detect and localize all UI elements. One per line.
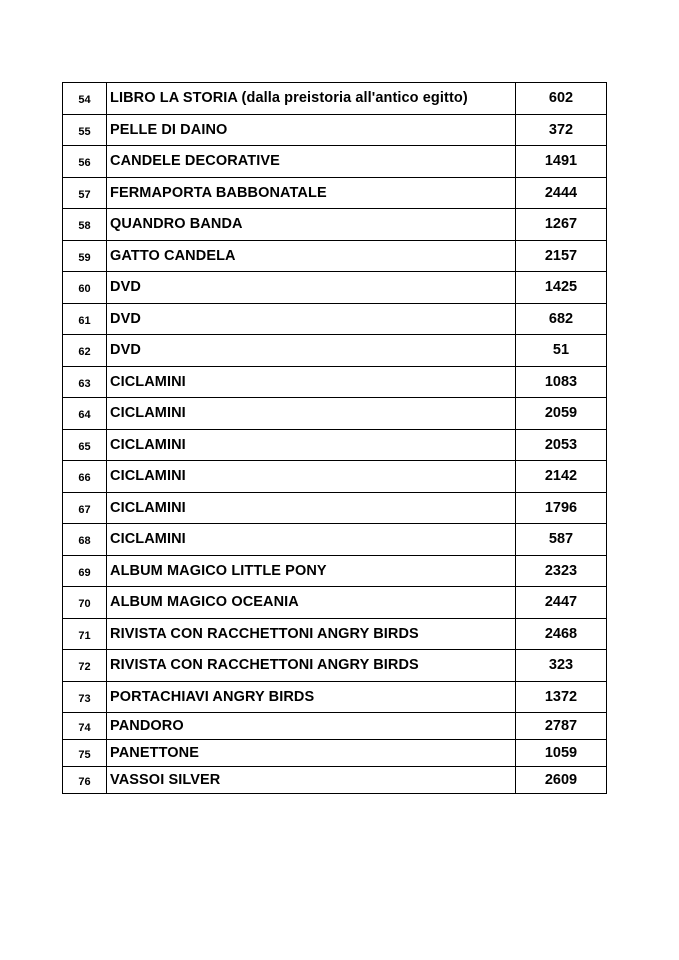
- item-description: PORTACHIAVI ANGRY BIRDS: [107, 681, 516, 713]
- row-number: 62: [63, 335, 107, 367]
- item-value: 587: [516, 524, 607, 556]
- row-number: 57: [63, 177, 107, 209]
- row-number: 70: [63, 587, 107, 619]
- table-row: [63, 366, 607, 398]
- item-description: CICLAMINI: [107, 524, 516, 556]
- item-description: DVD: [107, 335, 516, 367]
- item-description: RIVISTA CON RACCHETTONI ANGRY BIRDS: [107, 650, 516, 682]
- table-row: [63, 114, 607, 146]
- item-description: FERMAPORTA BABBONATALE: [107, 177, 516, 209]
- table-row: [63, 429, 607, 461]
- table-row: [63, 587, 607, 619]
- row-number: 58: [63, 209, 107, 241]
- item-value: 1796: [516, 492, 607, 524]
- row-number: 75: [63, 740, 107, 767]
- table-row: [63, 303, 607, 335]
- item-description: ALBUM MAGICO OCEANIA: [107, 587, 516, 619]
- item-value: 1059: [516, 740, 607, 767]
- item-description: CICLAMINI: [107, 398, 516, 430]
- table-row: [63, 146, 607, 178]
- item-value: 2468: [516, 618, 607, 650]
- table-row: [63, 524, 607, 556]
- table-row: [63, 681, 607, 713]
- item-value: 323: [516, 650, 607, 682]
- item-description: PANDORO: [107, 713, 516, 740]
- row-number: 64: [63, 398, 107, 430]
- table-row: [63, 177, 607, 209]
- item-table-body: [63, 83, 607, 794]
- item-description: VASSOI SILVER: [107, 767, 516, 794]
- item-value: 2444: [516, 177, 607, 209]
- item-value: 51: [516, 335, 607, 367]
- row-number: 74: [63, 713, 107, 740]
- table-row: [63, 618, 607, 650]
- item-value: 1425: [516, 272, 607, 304]
- item-description: DVD: [107, 303, 516, 335]
- table-row: [63, 492, 607, 524]
- row-number: 71: [63, 618, 107, 650]
- item-description: RIVISTA CON RACCHETTONI ANGRY BIRDS: [107, 618, 516, 650]
- item-description: GATTO CANDELA: [107, 240, 516, 272]
- row-number: 67: [63, 492, 107, 524]
- row-number: 63: [63, 366, 107, 398]
- item-value: 1083: [516, 366, 607, 398]
- item-value: 2142: [516, 461, 607, 493]
- row-number: 59: [63, 240, 107, 272]
- item-description: CANDELE DECORATIVE: [107, 146, 516, 178]
- table-row: [63, 461, 607, 493]
- row-number: 68: [63, 524, 107, 556]
- item-list-sheet: [62, 82, 606, 794]
- table-row: [63, 713, 607, 740]
- item-description: CICLAMINI: [107, 461, 516, 493]
- row-number: 60: [63, 272, 107, 304]
- row-number: 69: [63, 555, 107, 587]
- row-number: 73: [63, 681, 107, 713]
- item-value: 2157: [516, 240, 607, 272]
- table-row: [63, 555, 607, 587]
- item-value: 682: [516, 303, 607, 335]
- table-row: [63, 335, 607, 367]
- table-row: [63, 209, 607, 241]
- item-value: 2059: [516, 398, 607, 430]
- table-row: [63, 650, 607, 682]
- item-value: 2053: [516, 429, 607, 461]
- item-description: ALBUM MAGICO LITTLE PONY: [107, 555, 516, 587]
- row-number: 76: [63, 767, 107, 794]
- row-number: 72: [63, 650, 107, 682]
- row-number: 61: [63, 303, 107, 335]
- item-description: LIBRO LA STORIA (dalla preistoria all'antico egitto): [107, 83, 516, 115]
- item-description: CICLAMINI: [107, 492, 516, 524]
- item-description: CICLAMINI: [107, 429, 516, 461]
- item-value: 372: [516, 114, 607, 146]
- item-table: [62, 82, 607, 794]
- table-row: [63, 272, 607, 304]
- item-description: CICLAMINI: [107, 366, 516, 398]
- row-number: 65: [63, 429, 107, 461]
- item-value: 2323: [516, 555, 607, 587]
- table-row: [63, 767, 607, 794]
- item-value: 602: [516, 83, 607, 115]
- table-row: [63, 240, 607, 272]
- item-value: 1267: [516, 209, 607, 241]
- item-value: 1372: [516, 681, 607, 713]
- row-number: 55: [63, 114, 107, 146]
- row-number: 54: [63, 83, 107, 115]
- table-row: [63, 740, 607, 767]
- item-value: 1491: [516, 146, 607, 178]
- item-description: PANETTONE: [107, 740, 516, 767]
- item-description: QUANDRO BANDA: [107, 209, 516, 241]
- table-row: [63, 398, 607, 430]
- table-row: [63, 83, 607, 115]
- item-description: PELLE DI DAINO: [107, 114, 516, 146]
- row-number: 56: [63, 146, 107, 178]
- row-number: 66: [63, 461, 107, 493]
- item-value: 2787: [516, 713, 607, 740]
- item-value: 2609: [516, 767, 607, 794]
- item-description: DVD: [107, 272, 516, 304]
- item-value: 2447: [516, 587, 607, 619]
